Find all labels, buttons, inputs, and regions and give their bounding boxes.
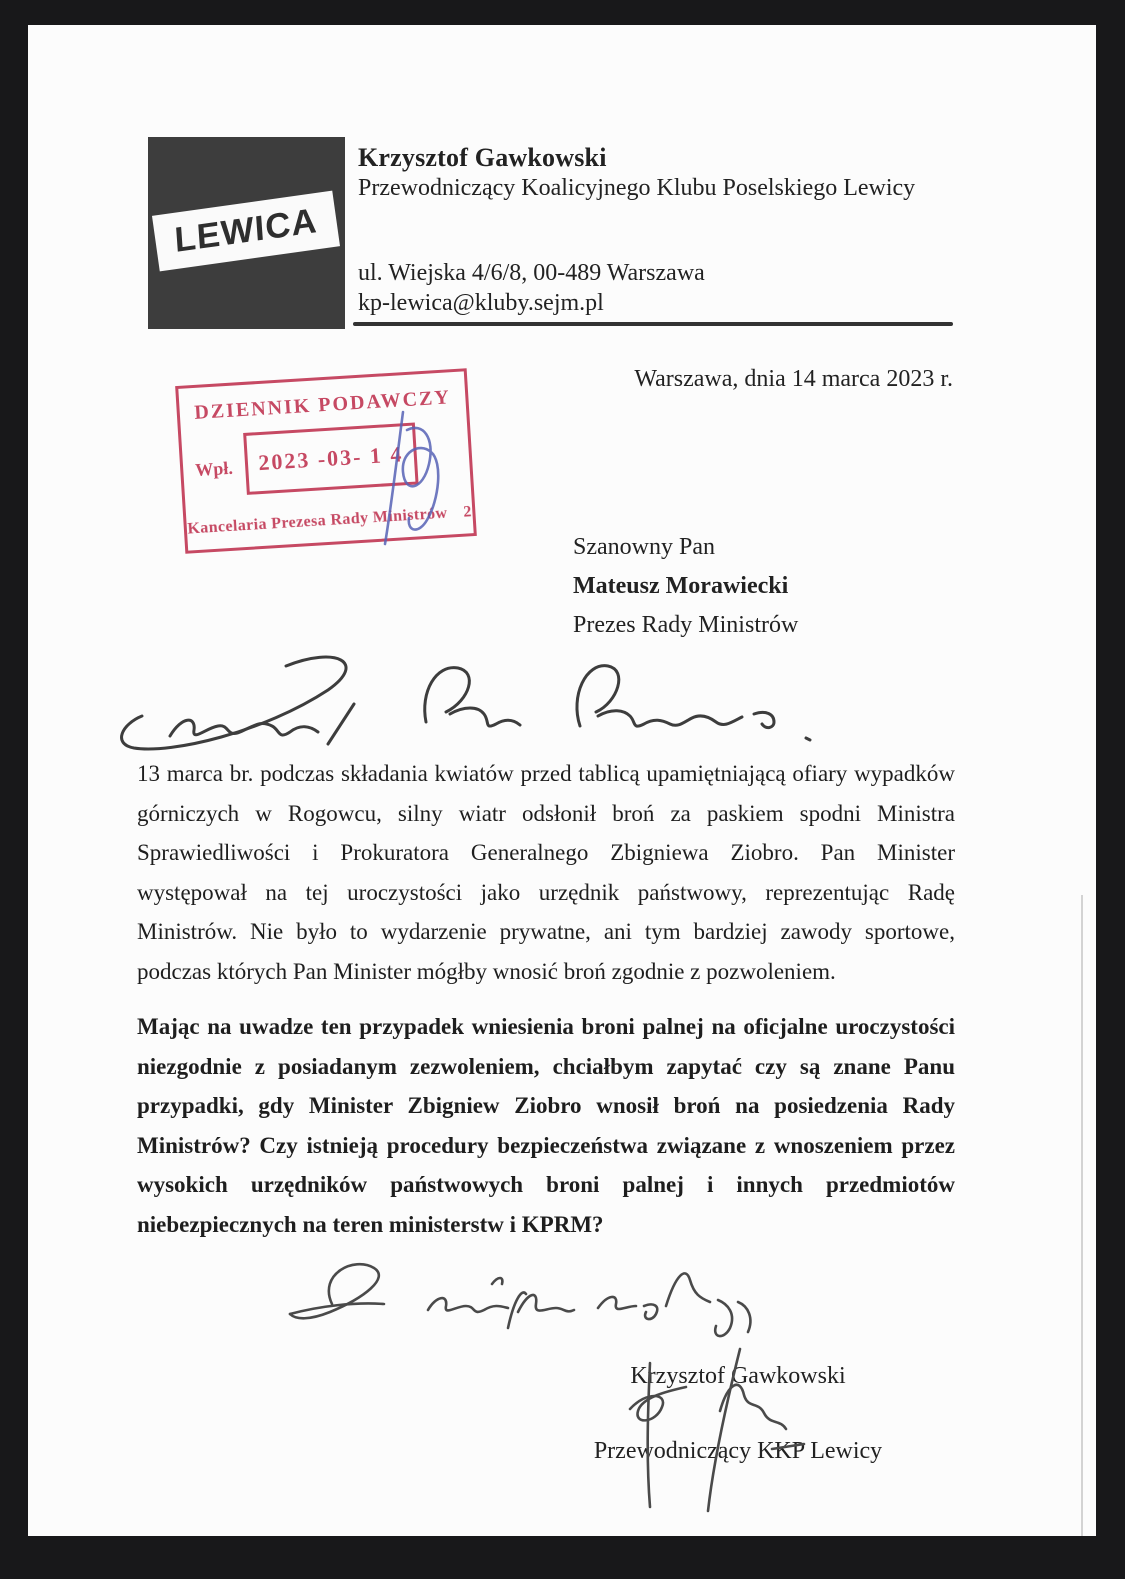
stamp-office: Kancelaria Prezesa Rady Ministrów	[186, 504, 448, 538]
handwritten-initials-pen-mark	[363, 408, 443, 548]
sender-email: kp-lewica@kluby.sejm.pl	[358, 290, 604, 316]
sender-address: ul. Wiejska 4/6/8, 00-489 Warszawa	[358, 260, 705, 286]
sender-title: Przewodniczący Koalicyjnego Klubu Poselskiego Lewicy	[358, 175, 916, 201]
letter-page	[28, 25, 1096, 1536]
lewica-logo-text: LEWICA	[173, 200, 319, 261]
scan-artifact-line	[1081, 895, 1083, 1536]
sender-contact-block	[358, 258, 705, 318]
lewica-logo-band	[152, 191, 340, 272]
dateline: Warszawa, dnia 14 marca 2023 r.	[634, 366, 953, 392]
lewica-logo	[148, 137, 345, 329]
stamp-date: 2023 -03- 1 4	[257, 441, 405, 476]
recipient-title: Prezes Rady Ministrów	[573, 612, 799, 638]
signature-printed-title: Przewodniczący KKP Lewicy	[593, 1438, 883, 1464]
sender-name: Krzysztof Gawkowski	[358, 143, 607, 172]
recipient-salutation: Szanowny Pan	[573, 534, 715, 560]
letter-body	[137, 754, 955, 1244]
letterhead-divider	[353, 322, 953, 326]
stamp-number: 2	[462, 503, 473, 521]
recipient-block	[573, 528, 798, 645]
handwritten-signature	[628, 1347, 808, 1519]
handwritten-greeting	[106, 652, 826, 764]
stamp-title: DZIENNIK PODAWCZY	[193, 386, 452, 424]
signature-printed-name: Krzysztof Gawkowski	[630, 1363, 846, 1389]
handwritten-closing	[268, 1258, 788, 1348]
stamp-field-label: Wpł.	[194, 457, 234, 480]
paragraph-2: Mając na uwadze ten przypadek wniesienia broni palnej na oficjalne uroczystości niezgodnie z posiadanym zezwoleniem, chciałbym zapytać czy są znane Panu przypadki, gdy Minister Zbigniew Ziobro wnosił broń na posiedzenia Rady Ministrów? Czy istnieją procedury bezpieczeństwa związane z wnoszeniem przez wysokich urzędników państwowych broni palnej i innych przedmiotów niebezpiecznych na teren ministerstw i KPRM?	[137, 1014, 955, 1237]
paragraph-1: 13 marca br. podczas składania kwiatów przed tablicą upamiętniającą ofiary wypadków górniczych w Rogowcu, silny wiatr odsłonił broń za paskiem spodni Ministra Sprawiedliwości i Prokuratora Generalnego Zbigniewa Ziobro. Pan Minister występował na tej uroczystości jako urzędnik państwowy, reprezentując Radę Ministrów. Nie było to wydarzenie prywatne, ani tym bardziej zawody sportowe, podczas których Pan Minister mógłby wnosić broń zgodnie z pozwoleniem.	[137, 761, 955, 984]
recipient-name: Mateusz Morawiecki	[573, 573, 789, 599]
